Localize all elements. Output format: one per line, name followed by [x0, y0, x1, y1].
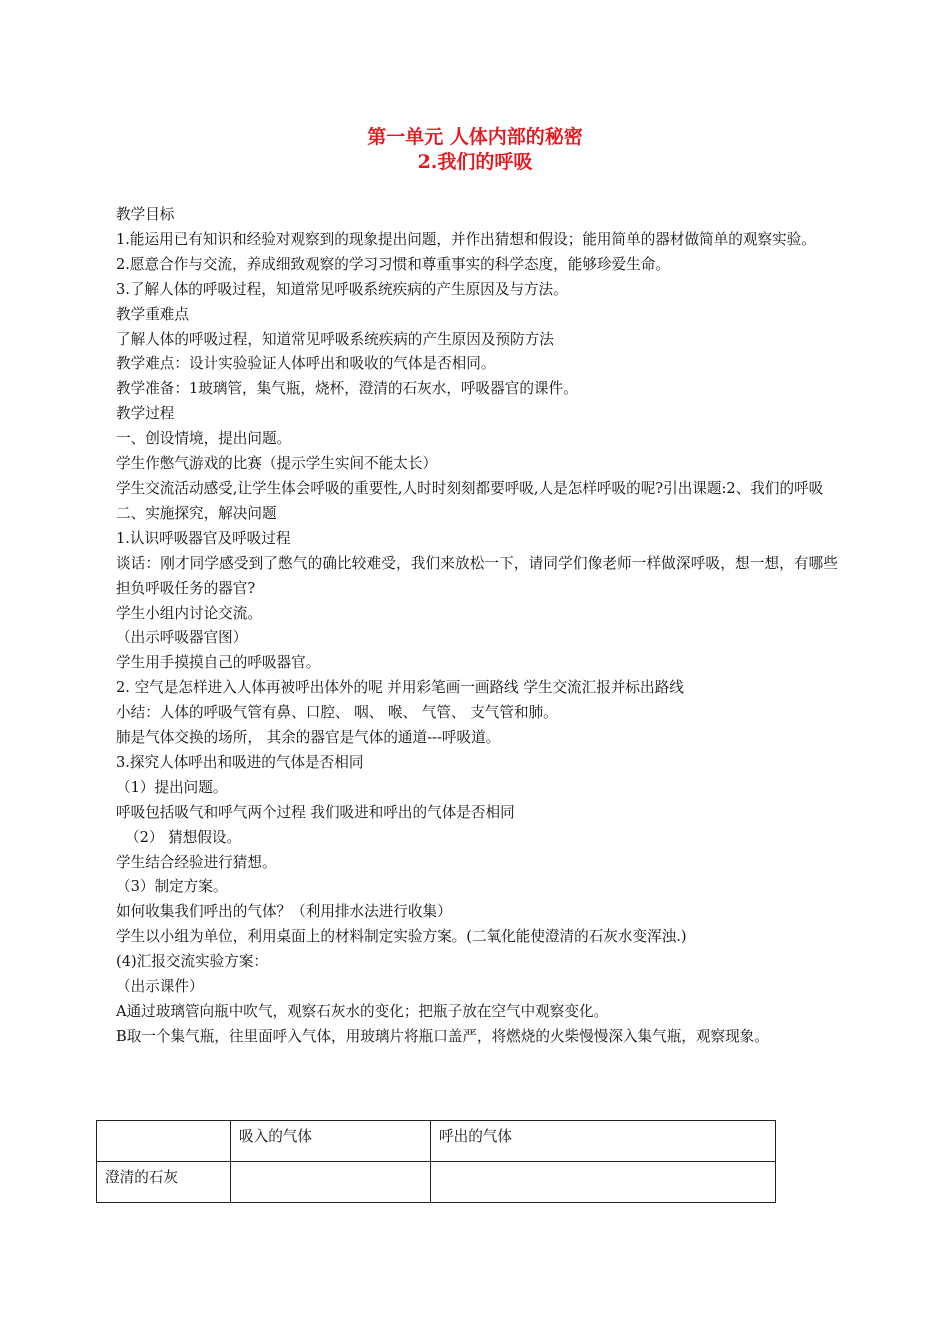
paragraph: 1.认识呼吸器官及呼吸过程 — [116, 529, 291, 547]
table-header-cell — [97, 1121, 231, 1162]
paragraph: 了解人体的呼吸过程，知道常见呼吸系统疾病的产生原因及预防方法 — [116, 330, 554, 348]
table-row — [97, 1162, 776, 1203]
paragraph: 教学过程 — [116, 405, 175, 423]
paragraph: 谈话：刚才同学感受到了憋气的确比较难受，我们来放松一下，请同学们像老师一样做深呼吸，想一想，有哪些担负呼吸任务的器官? — [116, 554, 838, 597]
unit-title: 第一单元 人体内部的秘密 — [367, 126, 583, 148]
paragraph: 学生结合经验进行猜想。 — [116, 853, 277, 871]
paragraph: 肺是气体交换的场所， 其余的器官是气体的通道---呼吸道。 — [116, 729, 501, 747]
paragraph: 3.探究人体呼出和吸进的气体是否相同 — [116, 753, 364, 771]
paragraph: 2.愿意合作与交流，养成细致观察的学习习惯和尊重事实的科学态度，能够珍爱生命。 — [116, 255, 670, 273]
paragraph: 教学准备：1玻璃管，集气瓶，烧杯，澄清的石灰水，呼吸器官的课件。 — [116, 380, 578, 398]
paragraph: （出示呼吸器官图） — [116, 629, 248, 647]
table-header-row — [97, 1121, 776, 1162]
lesson-body — [116, 203, 838, 1050]
paragraph: 一、创设情境，提出问题。 — [116, 430, 292, 448]
paragraph: 呼吸包括吸气和呼气两个过程 我们吸进和呼出的气体是否相同 — [116, 803, 515, 821]
table-header-cell: 呼出的气体 — [431, 1121, 776, 1162]
comparison-table — [96, 1120, 776, 1203]
table-header-cell: 吸入的气体 — [231, 1121, 431, 1162]
paragraph: B取一个集气瓶，往里面呼入气体，用玻璃片将瓶口盖严，将燃烧的火柴慢慢深入集气瓶，观察现象。 — [116, 1027, 769, 1045]
paragraph: 学生用手摸摸自己的呼吸器官。 — [116, 654, 321, 672]
table-cell — [231, 1162, 431, 1203]
lesson-title: 2.我们的呼吸 — [417, 151, 533, 173]
table-cell — [431, 1162, 776, 1203]
paragraph: 学生作憋气游戏的比赛（提示学生实间不能太长） — [116, 455, 438, 473]
paragraph: (4)汇报交流实验方案： — [116, 953, 269, 971]
paragraph: 学生小组内讨论交流。 — [116, 604, 262, 622]
paragraph: 教学目标 — [116, 206, 175, 223]
paragraph: 学生交流活动感受,让学生体会呼吸的重要性,人时时刻刻都要呼吸,人是怎样呼吸的呢?引出课题:2、我们的呼吸 — [116, 479, 824, 497]
paragraph: 如何收集我们呼出的气体？（利用排水法进行收集） — [116, 903, 452, 921]
paragraph: 教学重难点 — [116, 305, 189, 323]
paragraph: 3.了解人体的呼吸过程，知道常见呼吸系统疾病的产生原因及与方法。 — [116, 280, 568, 298]
paragraph: 2. 空气是怎样进入人体再被呼出体外的呢 并用彩笔画一画路线 学生交流汇报并标出路线 — [116, 679, 684, 697]
paragraph: （2） 猜想假设。 — [125, 828, 242, 846]
paragraph: 1.能运用已有知识和经验对观察到的现象提出问题，并作出猜想和假设；能用简单的器材做简单的观察实验。 — [116, 230, 816, 248]
paragraph: 小结：人体的呼吸气管有鼻、口腔、 咽、 喉、 气管、 支气管和肺。 — [116, 704, 558, 722]
paragraph: （1）提出问题。 — [116, 778, 228, 796]
paragraph: （3）制定方案。 — [116, 878, 228, 896]
paragraph: A通过玻璃管向瓶中吹气，观察石灰水的变化；把瓶子放在空气中观察变化。 — [116, 1003, 609, 1020]
paragraph: （出示课件） — [116, 978, 204, 996]
paragraph: 教学难点：设计实验验证人体呼出和吸收的气体是否相同。 — [116, 355, 496, 373]
table-cell: 澄清的石灰 — [97, 1162, 231, 1203]
paragraph: 学生以小组为单位，利用桌面上的材料制定实验方案。(二氧化能使澄清的石灰水变浑浊.) — [116, 928, 687, 946]
paragraph: 二、实施探究，解决问题 — [116, 504, 277, 522]
